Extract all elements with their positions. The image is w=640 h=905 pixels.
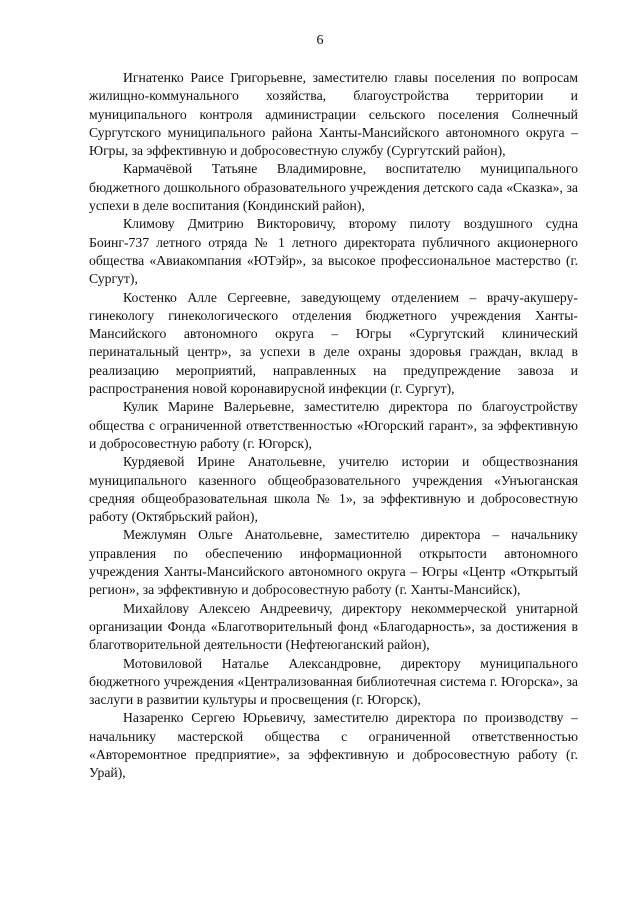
page-number: 6 <box>316 33 324 48</box>
award-paragraph-mezhlumyan: Межлумян Ольге Анатольевне, заместителю директора – начальнику управления по обеспечению информационной открытости автономного учреждения Ханты-Мансийского автономного округа – Югры «Центр «Открытый регион», за эффективную и добросовестную работу (г. Ханты-Мансийск), <box>89 527 578 598</box>
award-paragraph-nazarenko: Назаренко Сергею Юрьевичу, заместителю директора по производству – начальнику мастерской общества с ограниченной ответственностью «Авторемонтное предприятие», за эффективную и добросовестную работу (г. Урай), <box>89 710 578 781</box>
award-paragraph-motovilova: Мотовиловой Наталье Александровне, директору муниципального бюджетного учреждения «Централизованная библиотечная система г. Югорска», за заслуги в развитии культуры и просвещения (г. Югорск), <box>89 655 578 708</box>
award-paragraph-mikhailov: Михайлову Алексею Андреевичу, директору некоммерческой унитарной организации Фонда «Благотворительный фонд «Благодарность», за достижения в благотворительной деятельности (Нефтеюганский район), <box>89 600 578 653</box>
award-paragraph-karmacheva: Кармачёвой Татьяне Владимировне, воспитателю муниципального бюджетного дошкольного образовательного учреждения детского сада «Сказка», за успехи в деле воспитания (Кондинский район), <box>89 161 578 214</box>
award-paragraph-ignatenko: Игнатенко Раисе Григорьевне, заместителю главы поселения по вопросам жилищно-коммунального хозяйства, благоустройства территории и муниципального контроля администрации сельского поселения Солнечный Сургутского муниципального района Ханты-Мансийского автономного округа – Югры, за эффективную и добросовестную службу (Сургутский район), <box>89 70 578 159</box>
document-body <box>89 69 578 783</box>
award-paragraph-kulik: Кулик Марине Валерьевне, заместителю директора по благоустройству общества с ограниченной ответственностью «Югорский гарант», за эффективную и добросовестную работу (г. Югорск), <box>89 399 578 451</box>
award-paragraph-klimov: Климову Дмитрию Викторовичу, второму пилоту воздушного судна Боинг-737 летного отряда № 1 летного директората публичного акционерного общества «Авиакомпания «ЮТэйр», за высокое профессиональное мастерство (г. Сургут), <box>89 216 578 287</box>
award-paragraph-kostenko: Костенко Алле Сергеевне, заведующему отделением – врачу-акушеру-гинекологу гинекологического отделения бюджетного учреждения Ханты-Мансийского автономного округа – Югры «Сургутский клинический перинатальный центр», за успехи в деле охраны здоровья граждан, вклад в реализацию мероприятий, направленных на предупреждение завоза и распространения новой коронавирусной инфекции (г. Сургут), <box>89 289 578 397</box>
award-paragraph-kurdyaeva: Курдяевой Ирине Анатольевне, учителю истории и обществознания муниципального казенного общеобразовательного учреждения «Унъюганская средняя общеобразовательная школа № 1», за эффективную и добросовестную работу (Октябрьский район), <box>89 454 578 525</box>
